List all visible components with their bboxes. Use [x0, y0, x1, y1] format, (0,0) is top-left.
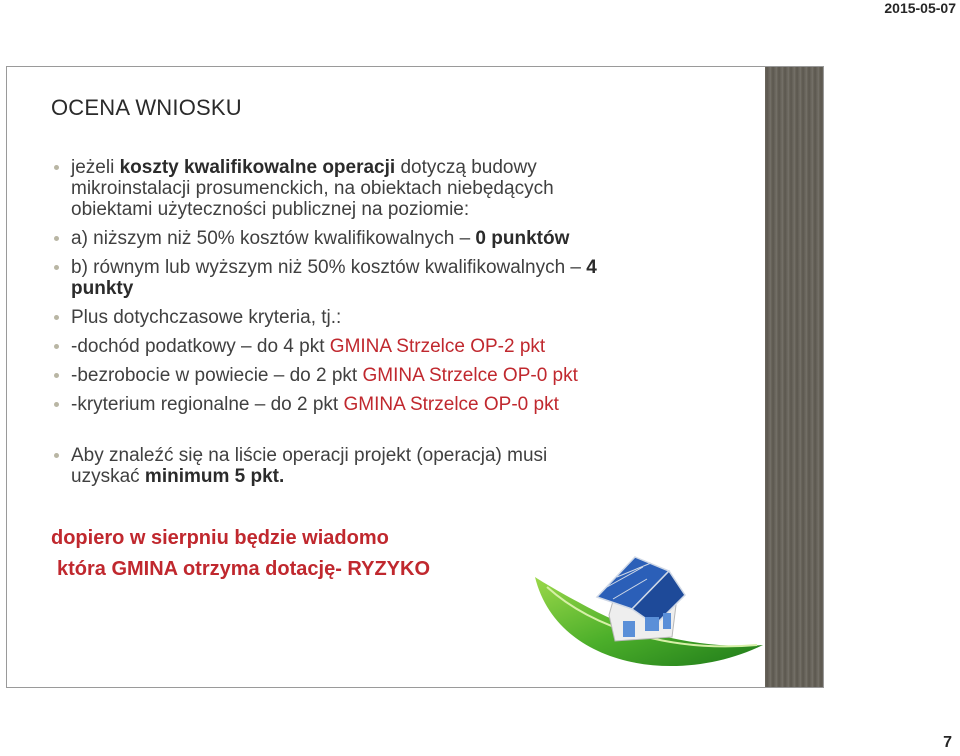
bullet-cost-condition: jeżeli koszty kwalifikowalne operacji dotyczą budowy mikroinstalacji prosumenckich, na obiektach niebędących obiektami użyteczności publicznej na poziomie:	[51, 157, 731, 220]
warning-line-1: dopiero w sierpniu będzie wiadomo	[51, 527, 389, 549]
bullet-dot-icon	[54, 453, 59, 458]
bullet-dot-icon	[54, 344, 59, 349]
bullet-plus-criteria: Plus dotychczasowe kryteria, tj.:	[51, 307, 731, 328]
bullet-dot-icon	[54, 402, 59, 407]
bullet-option-a: a) niższym niż 50% kosztów kwalifikowalnych – 0 punktów	[51, 228, 731, 249]
bullet-regional: -kryterium regionalne – do 2 pkt GMINA Strzelce OP-0 pkt	[51, 394, 731, 415]
page-number: 7	[943, 734, 952, 751]
bullet-dot-icon	[54, 236, 59, 241]
bullet-income: -dochód podatkowy – do 4 pkt GMINA Strzelce OP-2 pkt	[51, 336, 731, 357]
slide	[6, 66, 824, 688]
bullet-dot-icon	[54, 373, 59, 378]
bullet-option-b: b) równym lub wyższym niż 50% kosztów kwalifikowalnych – 4 punkty	[51, 257, 731, 299]
bullet-unemployment: -bezrobocie w powiecie – do 2 pkt GMINA Strzelce OP-0 pkt	[51, 365, 731, 386]
bullet-list	[51, 157, 731, 495]
warning-line-2: która GMINA otrzyma dotację- RYZYKO	[57, 558, 431, 580]
bullet-dot-icon	[54, 315, 59, 320]
bullet-dot-icon	[54, 265, 59, 270]
bullet-dot-icon	[54, 165, 59, 170]
bullet-minimum-points: Aby znaleźć się na liście operacji projekt (operacja) musi uzyskać minimum 5 pkt.	[51, 445, 731, 487]
slide-date: 2015-05-07	[884, 0, 956, 16]
decorative-side-bar	[765, 67, 823, 687]
slide-title: OCENA WNIOSKU	[51, 95, 242, 120]
leaf-house-illustration	[527, 537, 767, 687]
